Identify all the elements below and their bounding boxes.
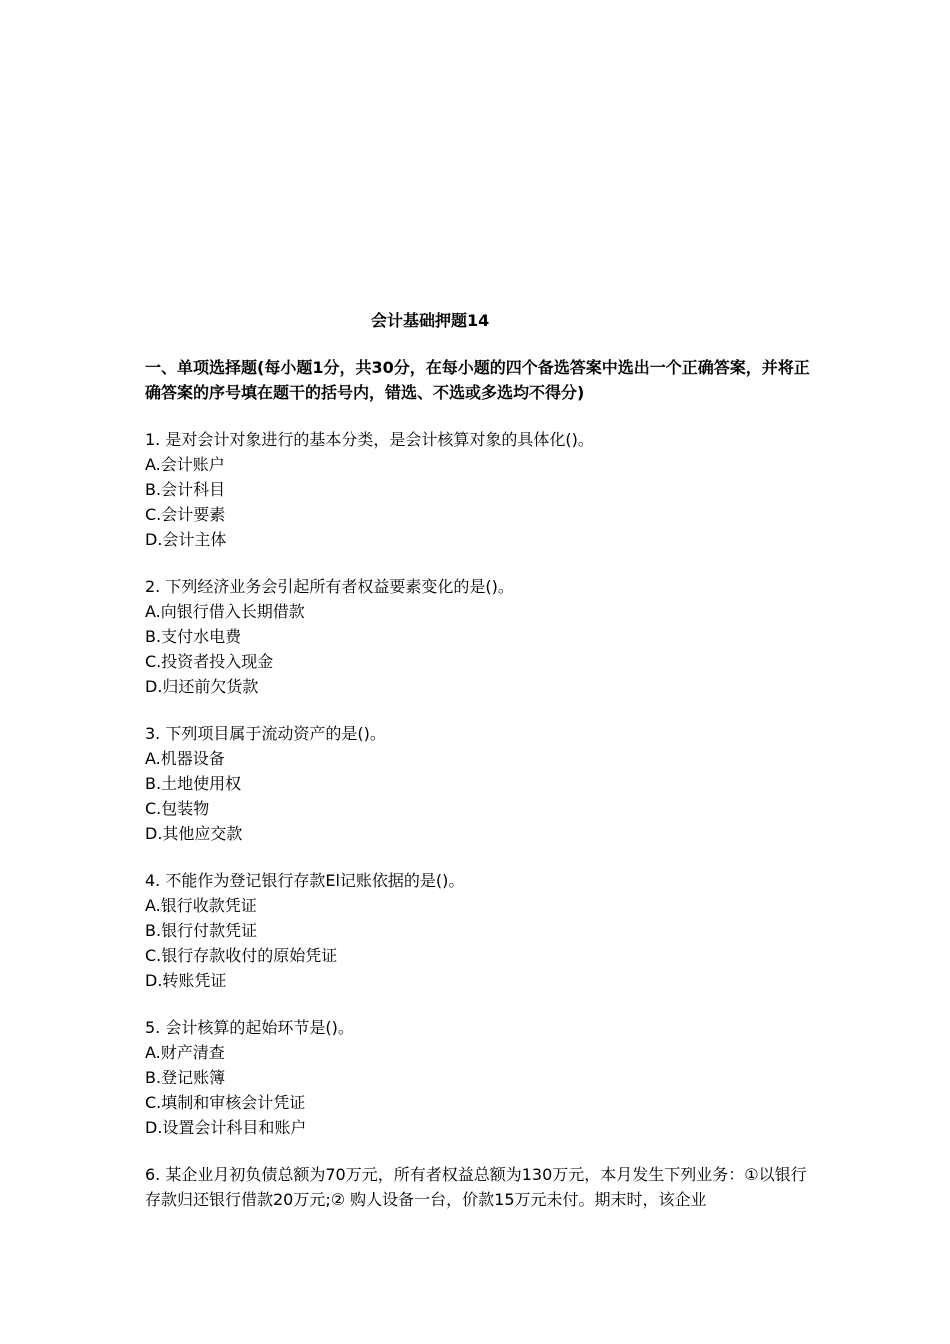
option-a: A.银行收款凭证 [145,896,257,915]
option-d: D.归还前欠货款 [145,677,259,696]
document-title: 会计基础押题14 [371,311,490,330]
option-a: A.向银行借入长期借款 [145,602,305,621]
option-c: C.包装物 [145,799,210,818]
option-c: C.会计要素 [145,505,226,524]
question-stem: 3. 下列项目属于流动资产的是()。 [145,724,386,743]
option-c: C.银行存款收付的原始凭证 [145,946,338,965]
option-b: B.登记账簿 [145,1068,226,1087]
question-4 [145,868,815,993]
question-stem: 6. 某企业月初负债总额为70万元，所有者权益总额为130万元，本月发生下列业务：①以银行存款归还银行借款20万元;② 购人设备一台，价款15万元未付。期末时，该企业 [145,1165,807,1209]
section-heading: 一、单项选择题(每小题1分，共30分，在每小题的四个备选答案中选出一个正确答案，并将正确答案的序号填在题干的括号内，错选、不选或多选均不得分) [145,358,810,402]
option-b: B.会计科目 [145,480,226,499]
option-a: A.财产清查 [145,1043,225,1062]
question-stem: 4. 不能作为登记银行存款El记账依据的是()。 [145,871,465,890]
option-a: A.机器设备 [145,749,225,768]
option-d: D.转账凭证 [145,971,227,990]
option-b: B.土地使用权 [145,774,242,793]
option-d: D.设置会计科目和账户 [145,1118,307,1137]
question-stem: 2. 下列经济业务会引起所有者权益要素变化的是()。 [145,577,514,596]
question-5 [145,1015,815,1140]
option-d: D.会计主体 [145,530,227,549]
question-stem: 1. 是对会计对象进行的基本分类，是会计核算对象的具体化()。 [145,430,594,449]
document-content [145,309,815,1234]
option-c: C.投资者投入现金 [145,652,274,671]
option-a: A.会计账户 [145,455,225,474]
option-b: B.银行付款凭证 [145,921,258,940]
option-c: C.填制和审核会计凭证 [145,1093,306,1112]
question-stem: 5. 会计核算的起始环节是()。 [145,1018,354,1037]
question-3 [145,721,815,846]
option-d: D.其他应交款 [145,824,243,843]
question-6 [145,1162,815,1212]
question-1 [145,427,815,552]
question-2 [145,574,815,699]
option-b: B.支付水电费 [145,627,242,646]
